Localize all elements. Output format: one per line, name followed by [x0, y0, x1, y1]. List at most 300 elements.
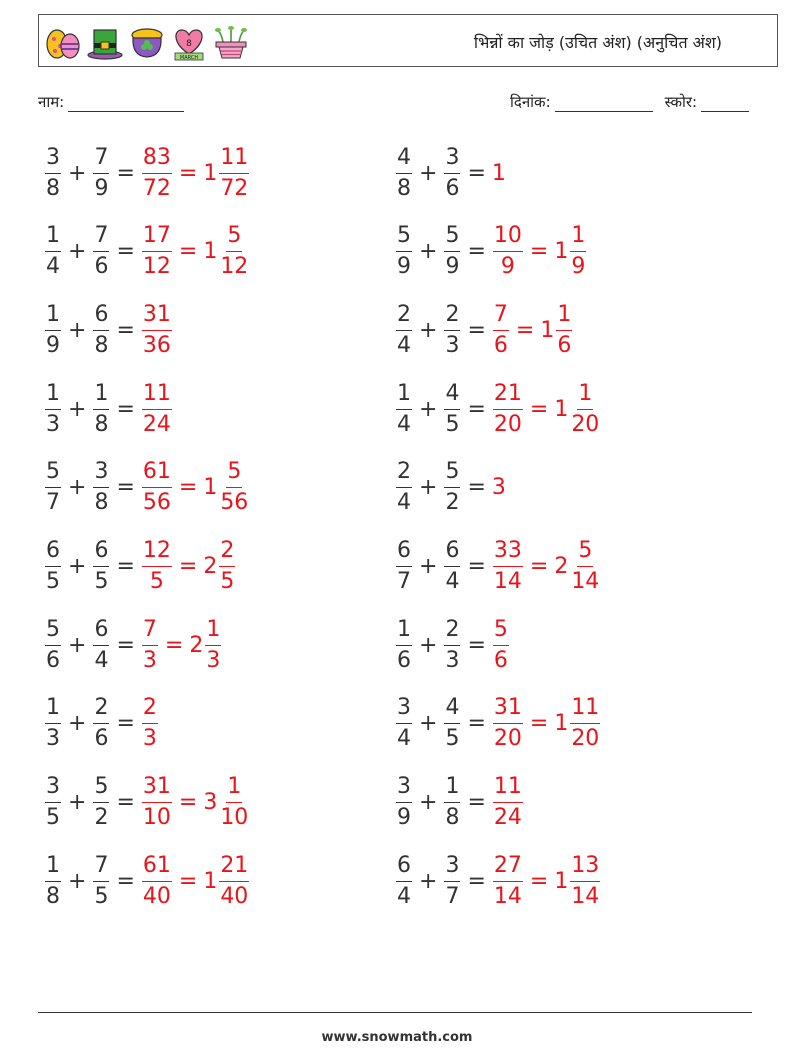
problem-item	[44, 846, 250, 916]
denominator: 20	[571, 726, 600, 752]
plus-sign: +	[419, 475, 438, 501]
denominator: 8	[94, 490, 109, 516]
numerator: 6	[93, 536, 109, 567]
denominator: 8	[94, 332, 109, 358]
addend-fraction	[93, 772, 109, 833]
problem-item	[395, 138, 506, 208]
numerator: 11	[142, 379, 172, 410]
mixed-fraction	[205, 615, 221, 676]
problem-item	[395, 532, 601, 602]
denominator: 8	[94, 411, 109, 437]
plus-sign: +	[68, 475, 87, 501]
numerator: 1	[556, 300, 572, 331]
denominator: 6	[493, 332, 508, 358]
equals-sign: =	[116, 711, 135, 737]
denominator: 7	[46, 490, 60, 516]
problem-item	[395, 374, 601, 444]
numerator: 3	[444, 143, 460, 174]
denominator: 72	[220, 175, 249, 201]
numerator: 1	[577, 379, 593, 410]
addend-fraction	[45, 615, 61, 676]
numerator: 5	[493, 615, 509, 646]
equals-sign: =	[116, 632, 135, 658]
denominator: 10	[142, 805, 171, 831]
numerator: 3	[93, 457, 109, 488]
numerator: 7	[93, 221, 109, 252]
answer-fraction	[142, 379, 172, 440]
problem-item	[395, 217, 587, 287]
numerator: 1	[396, 379, 412, 410]
answer-equals-sign: =	[178, 160, 198, 186]
mixed-whole: 2	[203, 554, 218, 579]
equals-sign: =	[467, 160, 486, 186]
equals-sign: =	[467, 790, 486, 816]
denominator: 2	[94, 805, 109, 831]
denominator: 4	[94, 647, 109, 673]
denominator: 20	[571, 411, 600, 437]
denominator: 5	[220, 569, 235, 594]
denominator: 3	[142, 647, 157, 673]
addend-fraction	[396, 300, 412, 361]
problem-item	[44, 768, 250, 838]
mixed-whole: 1	[554, 868, 569, 894]
problem-item	[395, 610, 510, 680]
equals-sign: =	[467, 396, 486, 422]
numerator: 27	[493, 851, 523, 882]
numerator: 1	[45, 693, 61, 724]
numerator: 1	[444, 772, 460, 803]
addend-fraction	[396, 615, 412, 676]
denominator: 56	[220, 490, 249, 516]
calendar-number: 8	[186, 39, 192, 49]
problem-item	[395, 768, 524, 838]
plus-sign: +	[68, 632, 87, 658]
numerator: 1	[45, 379, 61, 410]
addend-fraction	[93, 143, 109, 204]
mixed-whole: 1	[554, 239, 569, 265]
plus-sign: +	[419, 396, 438, 422]
numerator: 4	[444, 693, 460, 724]
plus-sign: +	[68, 711, 87, 737]
addend-fraction	[444, 379, 460, 440]
numerator: 3	[45, 143, 61, 174]
equals-sign: =	[116, 239, 135, 265]
answer-fraction	[493, 300, 509, 361]
numerator: 2	[444, 615, 460, 646]
numerator: 5	[396, 221, 412, 252]
mixed-whole: 1	[203, 160, 218, 186]
numerator: 5	[444, 457, 460, 488]
mixed-fraction	[570, 379, 600, 440]
equals-sign: =	[467, 711, 486, 737]
addend-fraction	[45, 536, 61, 597]
numerator: 6	[93, 300, 109, 331]
answer-equals-sign: =	[515, 317, 535, 343]
problem-item	[44, 689, 159, 759]
plus-sign: +	[68, 160, 87, 186]
addend-fraction	[444, 693, 460, 754]
numerator: 5	[45, 615, 61, 646]
addend-fraction	[444, 536, 460, 597]
denominator: 10	[220, 805, 249, 831]
equals-sign: =	[467, 868, 486, 894]
numerator: 2	[219, 536, 235, 567]
equals-sign: =	[116, 868, 135, 894]
answer-equals-sign: =	[529, 239, 549, 265]
answer-fraction	[493, 536, 523, 597]
plus-sign: +	[419, 317, 438, 343]
addend-fraction	[45, 851, 61, 912]
addend-fraction	[93, 457, 109, 518]
denominator: 2	[445, 490, 460, 516]
denominator: 6	[445, 175, 460, 201]
addend-fraction	[45, 300, 61, 361]
numerator: 11	[570, 693, 600, 724]
equals-sign: =	[467, 554, 486, 579]
numerator: 7	[493, 300, 509, 331]
denominator: 3	[46, 411, 60, 437]
answer-equals-sign: =	[529, 711, 549, 737]
denominator: 6	[397, 647, 411, 673]
denominator: 20	[493, 411, 522, 437]
mixed-fraction	[219, 221, 249, 282]
denominator: 8	[46, 883, 60, 909]
answer-fraction	[142, 143, 172, 204]
problem-item	[395, 453, 506, 523]
problem-item	[44, 374, 173, 444]
numerator: 5	[93, 772, 109, 803]
pot-of-gold-icon	[127, 22, 167, 62]
denominator: 5	[445, 726, 460, 752]
numerator: 1	[205, 615, 221, 646]
numerator: 7	[93, 851, 109, 882]
header-box	[38, 14, 778, 67]
plus-sign: +	[419, 239, 438, 265]
denominator: 12	[220, 254, 249, 280]
addend-fraction	[396, 851, 412, 912]
plus-sign: +	[419, 160, 438, 186]
denominator: 5	[149, 569, 164, 594]
header-icons	[43, 22, 251, 62]
answer-fraction	[142, 772, 172, 833]
answer-fraction	[142, 300, 172, 361]
denominator: 6	[493, 647, 508, 673]
addend-fraction	[93, 693, 109, 754]
denominator: 9	[445, 254, 460, 280]
addend-fraction	[93, 221, 109, 282]
denominator: 4	[397, 726, 411, 752]
denominator: 3	[46, 726, 60, 752]
denominator: 3	[142, 726, 157, 752]
problem-item	[44, 295, 173, 365]
denominator: 3	[206, 647, 221, 673]
mixed-whole: 1	[203, 239, 218, 265]
calendar-caption: MARCH	[179, 55, 199, 61]
denominator: 4	[397, 332, 411, 358]
answer-equals-sign: =	[178, 239, 198, 265]
numerator: 5	[577, 536, 593, 567]
answer-fraction	[142, 693, 158, 754]
addend-fraction	[93, 536, 109, 597]
numerator: 5	[444, 221, 460, 252]
denominator: 40	[220, 883, 249, 909]
numerator: 11	[219, 143, 249, 174]
date-label: दिनांक:	[510, 93, 551, 111]
denominator: 9	[397, 254, 411, 280]
easter-eggs-icon	[43, 22, 83, 62]
denominator: 3	[445, 647, 460, 673]
answer-equals-sign: =	[178, 790, 198, 816]
name-blank	[68, 95, 184, 112]
mixed-fraction	[570, 693, 600, 754]
denominator: 9	[94, 175, 109, 201]
numerator: 5	[226, 457, 242, 488]
denominator: 4	[397, 883, 411, 909]
mixed-whole: 2	[189, 632, 204, 658]
answer-whole: 1	[491, 160, 506, 186]
addend-fraction	[396, 693, 412, 754]
answer-fraction	[493, 851, 523, 912]
denominator: 12	[142, 254, 171, 280]
mixed-fraction	[570, 851, 600, 912]
answer-fraction	[142, 536, 172, 597]
problem-item	[44, 610, 222, 680]
mixed-fraction	[556, 300, 572, 361]
addend-fraction	[396, 379, 412, 440]
mixed-fraction	[219, 143, 249, 204]
addend-fraction	[444, 143, 460, 204]
addend-fraction	[45, 693, 61, 754]
addend-fraction	[45, 379, 61, 440]
addend-fraction	[396, 536, 412, 597]
denominator: 6	[94, 726, 109, 752]
answer-fraction	[493, 615, 509, 676]
denominator: 9	[46, 332, 60, 358]
denominator: 4	[445, 569, 460, 594]
numerator: 6	[396, 536, 412, 567]
plus-sign: +	[68, 396, 87, 422]
addend-fraction	[444, 300, 460, 361]
denominator: 14	[493, 569, 522, 594]
score-label: स्कोर:	[664, 93, 698, 111]
mixed-fraction	[570, 221, 586, 282]
denominator: 8	[445, 805, 460, 831]
equals-sign: =	[467, 239, 486, 265]
answer-fraction	[493, 221, 523, 282]
denominator: 8	[397, 175, 411, 201]
numerator: 1	[45, 221, 61, 252]
numerator: 11	[493, 772, 523, 803]
addend-fraction	[45, 143, 61, 204]
denominator: 9	[500, 254, 515, 280]
addend-fraction	[93, 615, 109, 676]
problem-item	[44, 217, 250, 287]
numerator: 1	[45, 851, 61, 882]
denominator: 24	[142, 411, 171, 437]
addend-fraction	[45, 772, 61, 833]
mixed-whole: 1	[554, 396, 569, 422]
equals-sign: =	[116, 396, 135, 422]
answer-fraction	[142, 457, 172, 518]
name-label: नाम:	[38, 93, 65, 111]
equals-sign: =	[467, 632, 486, 658]
numerator: 10	[493, 221, 523, 252]
denominator: 6	[94, 254, 109, 280]
denominator: 8	[46, 175, 60, 201]
denominator: 5	[46, 805, 60, 831]
numerator: 5	[226, 221, 242, 252]
leprechaun-hat-icon	[85, 22, 125, 62]
addend-fraction	[444, 221, 460, 282]
name-field	[38, 92, 184, 112]
addend-fraction	[396, 221, 412, 282]
equals-sign: =	[467, 475, 486, 501]
date-blank	[555, 95, 653, 112]
equals-sign: =	[116, 160, 135, 186]
denominator: 36	[142, 332, 171, 358]
denominator: 14	[493, 883, 522, 909]
denominator: 7	[445, 883, 460, 909]
addend-fraction	[93, 379, 109, 440]
addend-fraction	[93, 851, 109, 912]
plus-sign: +	[419, 790, 438, 816]
numerator: 1	[226, 772, 242, 803]
problem-item	[395, 846, 601, 916]
problem-item	[395, 689, 601, 759]
numerator: 61	[142, 457, 172, 488]
numerator: 3	[396, 772, 412, 803]
numerator: 1	[570, 221, 586, 252]
equals-sign: =	[116, 317, 135, 343]
numerator: 1	[93, 379, 109, 410]
plus-sign: +	[419, 554, 438, 579]
addend-fraction	[444, 772, 460, 833]
numerator: 83	[142, 143, 172, 174]
addend-fraction	[93, 300, 109, 361]
denominator: 5	[46, 569, 60, 594]
numerator: 4	[444, 379, 460, 410]
answer-fraction	[142, 615, 158, 676]
numerator: 3	[396, 693, 412, 724]
numerator: 3	[444, 851, 460, 882]
plus-sign: +	[419, 711, 438, 737]
worksheet-title: भिन्नों का जोड़ (उचित अंश) (अनुचित अंश)	[473, 33, 722, 52]
denominator: 7	[397, 569, 411, 594]
addend-fraction	[444, 615, 460, 676]
equals-sign: =	[467, 317, 486, 343]
denominator: 9	[571, 254, 586, 280]
answer-equals-sign: =	[178, 554, 198, 579]
mixed-fraction	[219, 536, 235, 597]
mixed-whole: 1	[554, 711, 569, 737]
numerator: 13	[570, 851, 600, 882]
denominator: 72	[142, 175, 171, 201]
equals-sign: =	[116, 554, 135, 579]
numerator: 31	[142, 300, 172, 331]
denominator: 20	[493, 726, 522, 752]
problem-item	[44, 532, 236, 602]
answer-fraction	[493, 379, 523, 440]
mixed-fraction	[570, 536, 600, 597]
denominator: 5	[94, 883, 109, 909]
problem-item	[44, 453, 250, 523]
problem-item	[395, 295, 573, 365]
numerator: 1	[45, 300, 61, 331]
answer-equals-sign: =	[529, 554, 549, 579]
denominator: 5	[445, 411, 460, 437]
denominator: 56	[142, 490, 171, 516]
answer-equals-sign: =	[164, 632, 184, 658]
denominator: 6	[46, 647, 60, 673]
plant-pot-icon	[211, 22, 251, 62]
plus-sign: +	[68, 317, 87, 343]
score-blank	[701, 95, 749, 112]
numerator: 31	[493, 693, 523, 724]
answer-equals-sign: =	[178, 475, 198, 501]
denominator: 9	[397, 805, 411, 831]
mixed-whole: 1	[203, 475, 218, 501]
denominator: 4	[397, 490, 411, 516]
numerator: 3	[45, 772, 61, 803]
addend-fraction	[45, 221, 61, 282]
addend-fraction	[444, 851, 460, 912]
addend-fraction	[396, 772, 412, 833]
numerator: 21	[493, 379, 523, 410]
addend-fraction	[396, 457, 412, 518]
denominator: 6	[557, 332, 572, 358]
denominator: 3	[445, 332, 460, 358]
plus-sign: +	[419, 632, 438, 658]
plus-sign: +	[68, 790, 87, 816]
answer-fraction	[142, 221, 172, 282]
footer-divider	[38, 1012, 752, 1013]
numerator: 2	[142, 693, 158, 724]
numerator: 31	[142, 772, 172, 803]
numerator: 2	[444, 300, 460, 331]
problem-item	[44, 138, 250, 208]
mixed-fraction	[219, 457, 249, 518]
numerator: 2	[396, 300, 412, 331]
date-score-field	[510, 92, 749, 112]
answer-equals-sign: =	[529, 868, 549, 894]
answer-equals-sign: =	[529, 396, 549, 422]
denominator: 14	[571, 569, 600, 594]
numerator: 6	[93, 615, 109, 646]
numerator: 17	[142, 221, 172, 252]
mixed-whole: 2	[554, 554, 569, 579]
addend-fraction	[396, 143, 412, 204]
numerator: 61	[142, 851, 172, 882]
equals-sign: =	[116, 475, 135, 501]
plus-sign: +	[68, 239, 87, 265]
denominator: 4	[397, 411, 411, 437]
denominator: 4	[46, 254, 60, 280]
numerator: 7	[93, 143, 109, 174]
numerator: 2	[396, 457, 412, 488]
denominator: 40	[142, 883, 171, 909]
numerator: 6	[396, 851, 412, 882]
numerator: 21	[219, 851, 249, 882]
answer-fraction	[142, 851, 172, 912]
numerator: 6	[45, 536, 61, 567]
numerator: 7	[142, 615, 158, 646]
plus-sign: +	[68, 554, 87, 579]
addend-fraction	[444, 457, 460, 518]
mixed-fraction	[219, 851, 249, 912]
denominator: 24	[493, 805, 522, 831]
equals-sign: =	[116, 790, 135, 816]
denominator: 5	[94, 569, 109, 594]
